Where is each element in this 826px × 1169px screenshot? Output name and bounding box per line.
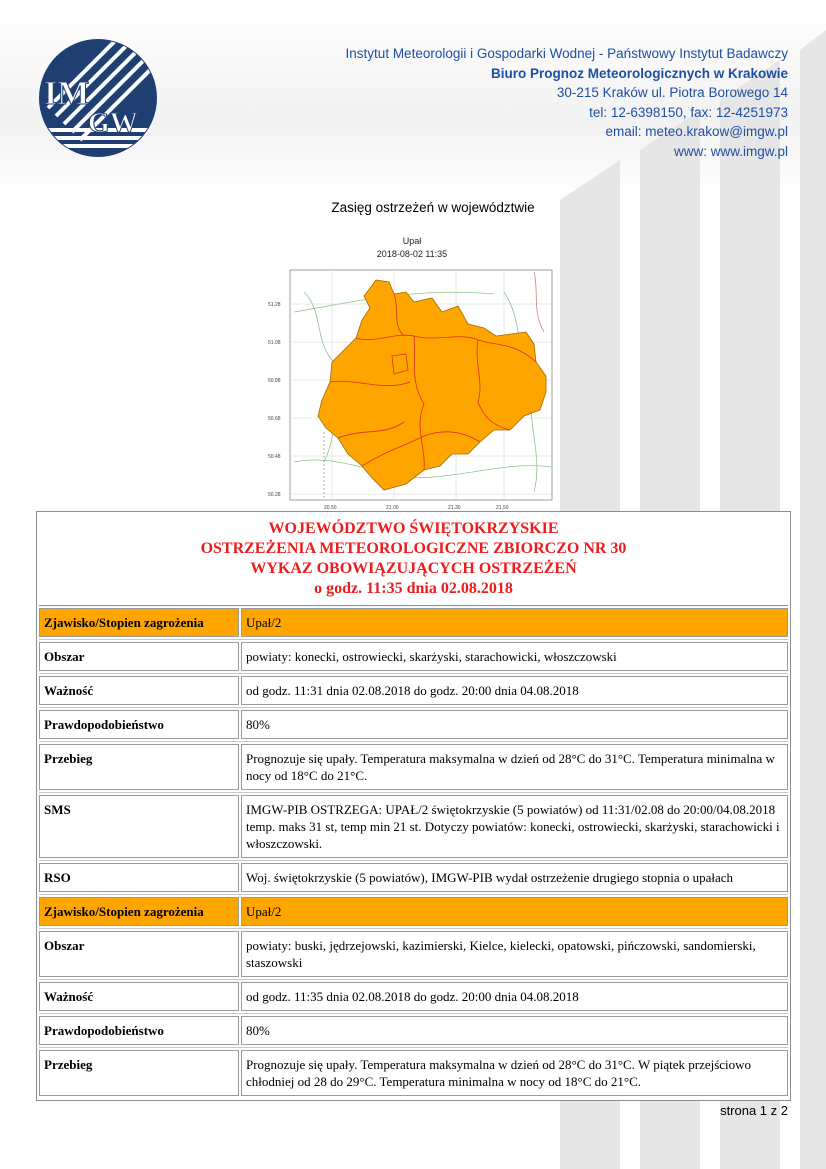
title-line: WYKAZ OBOWIĄZUJĄCYCH OSTRZEŻEŃ	[250, 560, 577, 577]
row-label: Ważność	[39, 982, 239, 1011]
row-value: od godz. 11:31 dnia 02.08.2018 do godz. 20:00 dnia 04.08.2018	[241, 676, 788, 705]
row-value: Upał/2	[241, 608, 788, 637]
row-label: Przebieg	[39, 1050, 239, 1096]
table-row	[39, 980, 788, 1014]
email[interactable]: email: meteo.krakow@imgw.pl	[605, 124, 788, 139]
logo-text-top: IM	[44, 75, 90, 112]
office-name: Biuro Prognoz Meteorologicznych w Krakowie	[490, 65, 788, 81]
row-label: Prawdopodobieństwo	[39, 1016, 239, 1045]
row-value: powiaty: konecki, ostrowiecki, skarżyski, starachowicki, włoszczowski	[241, 642, 788, 671]
warning-map	[264, 232, 560, 514]
x-tick: 20.50	[324, 505, 337, 511]
row-value: od godz. 11:35 dnia 02.08.2018 do godz. 20:00 dnia 04.08.2018	[241, 982, 788, 1011]
row-label: Obszar	[39, 642, 239, 671]
address: 30-215 Kraków ul. Piotra Borowego 14	[556, 85, 788, 100]
row-value: Upał/2	[241, 897, 788, 926]
x-tick: 21.50	[496, 505, 509, 511]
row-value: 80%	[241, 1016, 788, 1045]
title-line: WOJEWÓDZTWO ŚWIĘTOKRZYSKIE	[268, 520, 559, 537]
x-tick: 21.00	[386, 505, 399, 511]
row-label: Zjawisko/Stopien zagrożenia	[39, 897, 239, 926]
website[interactable]: www: www.imgw.pl	[673, 143, 788, 159]
row-label: RSO	[39, 863, 239, 892]
row-label: Przebieg	[39, 744, 239, 790]
phone: tel: 12-6398150, fax: 12-4251973	[589, 104, 788, 120]
table-row	[39, 708, 788, 742]
title-line: OSTRZEŻENIA METEOROLOGICZNE ZBIORCZO NR 30	[200, 540, 627, 557]
y-tick: 50.28	[268, 492, 281, 498]
y-tick: 50.48	[268, 454, 281, 460]
row-value: powiaty: buski, jędrzejowski, kazimierski, Kielce, kielecki, opatowski, pińczowski, sandomierski, staszowski	[241, 931, 788, 977]
row-label: Obszar	[39, 931, 239, 977]
y-tick: 51.28	[268, 302, 281, 308]
y-tick: 50.88	[268, 378, 281, 384]
row-value: Prognozuje się upały. Temperatura maksymalna w dzień od 28°C do 31°C. W piątek przejściowo chłodniej od 28 do 29°C. Temperatura minimalna w nocy od 18°C do 21°C.	[241, 1050, 788, 1096]
x-tick: 21.30	[448, 505, 461, 511]
table-row	[39, 895, 788, 929]
row-label: Zjawisko/Stopien zagrożenia	[39, 608, 239, 637]
table-row	[39, 606, 788, 640]
institute-name: Instytut Meteorologii i Gospodarki Wodnej - Państwowy Instytut Badawczy	[345, 46, 788, 61]
table-row	[39, 793, 788, 861]
page-number: strona 1 z 2	[720, 1103, 788, 1118]
row-value: Prognozuje się upały. Temperatura maksymalna w dzień od 28°C do 31°C. Temperatura minimalna w nocy od 18°C do 21°C.	[241, 744, 788, 790]
table-row	[39, 674, 788, 708]
row-label: SMS	[39, 795, 239, 858]
row-value: Woj. świętokrzyskie (5 powiatów), IMGW-PIB wydał ostrzeżenie drugiego stopnia o upałach	[241, 863, 788, 892]
table-row	[39, 742, 788, 793]
map-caption: Zasięg ostrzeżeń w województwie	[331, 200, 535, 215]
table-row	[39, 640, 788, 674]
table-row	[39, 1014, 788, 1048]
row-label: Prawdopodobieństwo	[39, 710, 239, 739]
logo-text-bottom: GW	[88, 108, 138, 139]
y-tick: 51.08	[268, 340, 281, 346]
row-value: 80%	[241, 710, 788, 739]
row-value: IMGW-PIB OSTRZEGA: UPAŁ/2 świętokrzyskie (5 powiatów) od 11:31/02.08 do 20:00/04.08.2018 temp. maks 31 st, temp min 21 st. Dotyczy powiatów: konecki, ostrowiecki, skarżyski, starachowicki i włoszczowski.	[241, 795, 788, 858]
table-row	[39, 1048, 788, 1098]
warnings-panel	[36, 511, 791, 1101]
y-tick: 50.68	[268, 416, 281, 422]
map-datetime: 2018-08-02 11:35	[376, 249, 448, 259]
map-title: Upał	[402, 236, 422, 246]
institute-header	[346, 44, 788, 161]
table-row	[39, 929, 788, 980]
panel-title	[37, 512, 790, 605]
title-line: o godz. 11:35 dnia 02.08.2018	[314, 580, 513, 597]
table-row	[39, 861, 788, 895]
row-label: Ważność	[39, 676, 239, 705]
imgw-logo	[38, 38, 158, 158]
warnings-table	[39, 605, 788, 1098]
